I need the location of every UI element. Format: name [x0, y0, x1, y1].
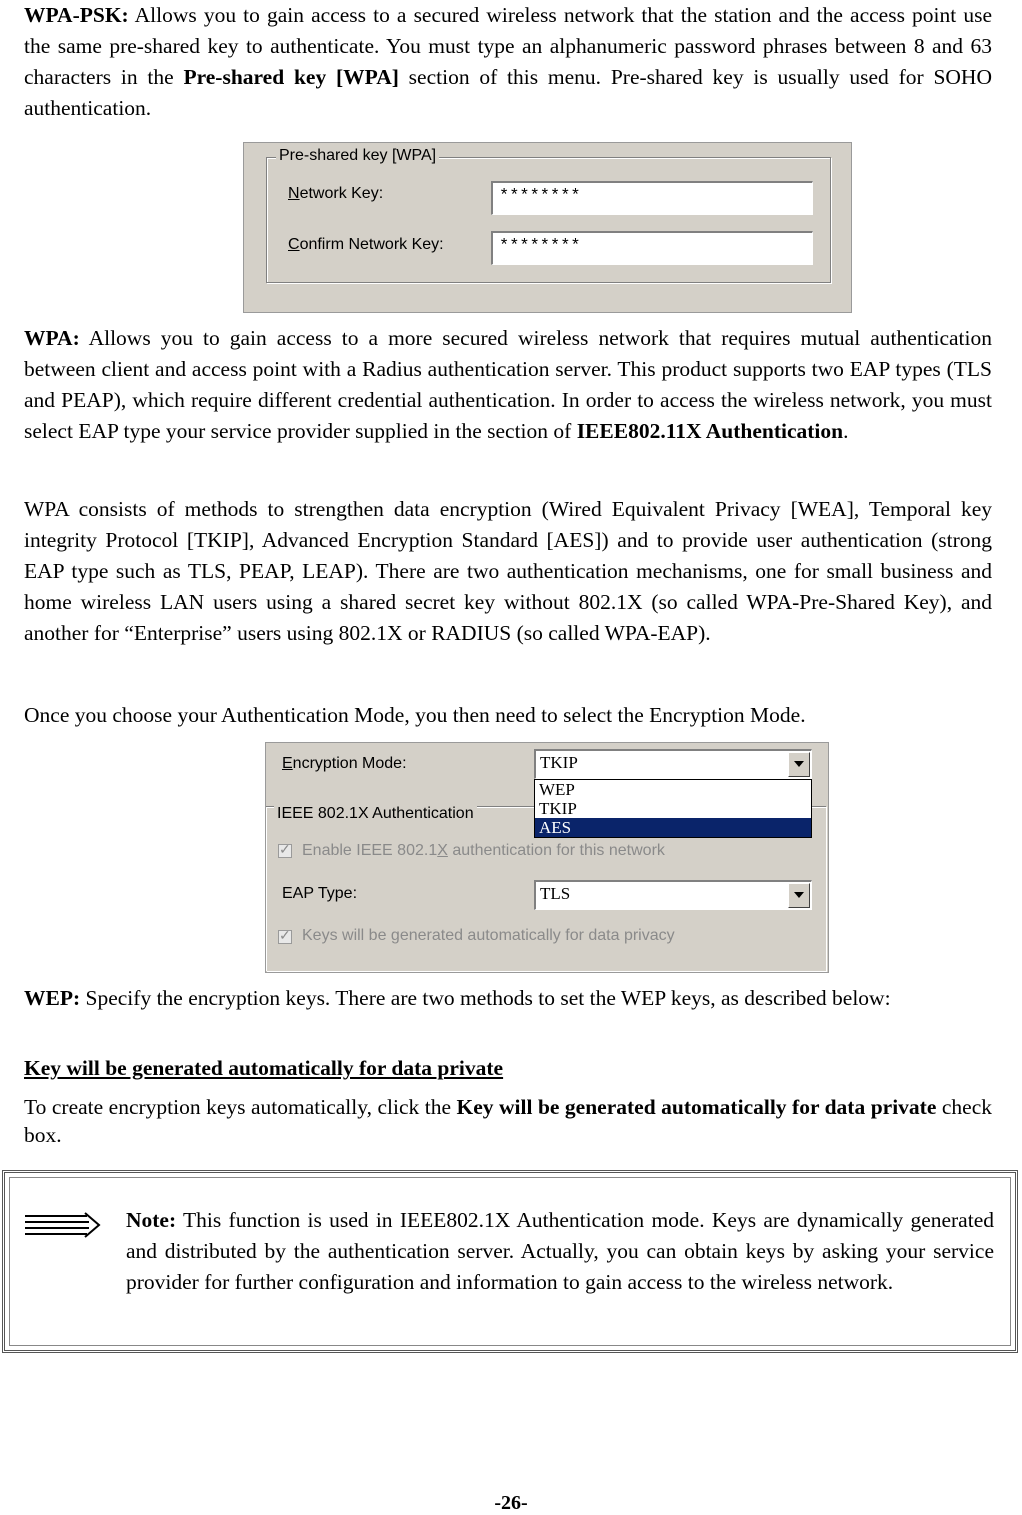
- keys-generated-checkbox[interactable]: [278, 930, 292, 944]
- para-wep-text: Specify the encryption keys. There are two methods to set the WEP keys, as described below:: [80, 986, 891, 1010]
- para-wpa-bold: IEEE802.11X Authentication: [576, 419, 844, 443]
- preshared-key-screenshot: [243, 142, 852, 313]
- encryption-label-rest: ncryption Mode:: [292, 755, 407, 772]
- eap-type-label: EAP Type:: [282, 885, 358, 902]
- para-create-text2: check box.: [24, 1095, 993, 1147]
- para-wpa-text1: Allows you to gain access to a more secured wireless network that requires mutual authentication between client and access point with a Radius authentication server. This product supports two EAP types (TLS and PEAP), which require different credential authentication. In order to access the wireless network, you must select EAP type your service provider supplied in the section of: [24, 326, 992, 443]
- heading-key-generated: Key will be generated automatically for data private: [24, 1056, 504, 1080]
- eap-type-value: TLS: [540, 884, 571, 903]
- para-wpa-psk: [24, 0, 992, 124]
- enable-ieee-checkbox[interactable]: [278, 844, 292, 858]
- para-once-you-choose: Once you choose your Authentication Mode, you then need to select the Encryption Mode.: [24, 703, 806, 727]
- para-wpa: [24, 323, 992, 447]
- para-wep: [24, 984, 992, 1012]
- encryption-mode-screenshot: [265, 742, 829, 973]
- network-key-label-rest: etwork Key:: [299, 185, 384, 202]
- eap-type-select[interactable]: [534, 880, 812, 910]
- confirm-network-key-input[interactable]: ********: [491, 231, 813, 265]
- ieee-auth-group-title: IEEE 802.1X Authentication: [274, 805, 477, 823]
- keys-generated-label: Keys will be generated automatically for data privacy: [302, 927, 675, 944]
- encryption-label-mnemonic: E: [282, 755, 293, 772]
- term-wep: WEP:: [24, 986, 81, 1010]
- para-wpa-psk-bold: Pre-shared key [WPA]: [183, 65, 399, 89]
- term-wpa: WPA:: [24, 326, 80, 350]
- option-wep[interactable]: WEP: [539, 780, 575, 799]
- enable-ieee-label: [302, 842, 665, 860]
- encryption-mode-label: [282, 755, 407, 773]
- note-body: This function is used in IEEE802.1X Authentication mode. Keys are dynamically generated and distributed by the authentication server. Actually, you can obtain keys by asking your service provider for further configuration and information to gain access to the wireless network.: [126, 1208, 994, 1294]
- confirm-key-label-mnemonic: C: [288, 236, 300, 253]
- term-wpa-psk: WPA-PSK:: [24, 3, 129, 27]
- para-wpa-consists: WPA consists of methods to strengthen data encryption (Wired Equivalent Privacy [WEA], Temporal key integrity Protocol [TKIP], Advanced Encryption Standard [AES]) and to provide user authentication (strong EAP type such as TLS, PEAP, LEAP). There are two authentication mechanisms, one for small business and home wireless LAN users using a shared secret key without 802.1X (so called WPA-Pre-Shared Key), and another for “Enterprise” users using 802.1X or RADIUS (so called WPA-EAP).: [24, 497, 992, 645]
- para-create-text1: To create encryption keys automatically, click the: [24, 1095, 457, 1119]
- encryption-mode-select[interactable]: [534, 749, 812, 779]
- note-term: Note:: [126, 1208, 177, 1232]
- note-box: [2, 1170, 1018, 1353]
- para-create-bold: Key will be generated automatically for data private: [456, 1095, 937, 1119]
- encryption-mode-value: TKIP: [540, 753, 578, 772]
- enable-ieee-label-b: authentication for this network: [447, 842, 665, 859]
- para-wpa-psk-text2: section of this menu. Pre-shared key is usually used for SOHO authentication.: [24, 65, 992, 120]
- enable-ieee-label-mnemonic: X: [437, 842, 448, 859]
- network-key-label: [288, 185, 383, 203]
- para-wpa-text2: .: [843, 419, 849, 443]
- note-arrow-icon: [23, 1211, 105, 1241]
- enable-ieee-label-a: Enable IEEE 802.1: [302, 842, 438, 859]
- para-to-create: [24, 1093, 992, 1149]
- chevron-down-icon[interactable]: [788, 883, 810, 908]
- para-wpa-psk-text1: Allows you to gain access to a secured wireless network that the station and the access point use the same pre-shared key to authenticate. You must type an alphanumeric password phrases between 8 and 63 characters in the: [24, 3, 992, 89]
- option-aes[interactable]: AES: [535, 818, 811, 837]
- network-key-input[interactable]: ********: [491, 181, 813, 215]
- confirm-key-label-rest: onfirm Network Key:: [299, 236, 444, 253]
- option-tkip[interactable]: TKIP: [539, 799, 577, 818]
- chevron-down-icon[interactable]: [788, 752, 810, 777]
- confirm-network-key-label: [288, 236, 444, 254]
- network-key-label-mnemonic: N: [288, 185, 300, 202]
- encryption-mode-dropdown-list: [534, 779, 812, 838]
- note-text: [126, 1205, 994, 1298]
- page-number: -26-: [494, 1492, 528, 1514]
- preshared-key-group-title: Pre-shared key [WPA]: [276, 147, 439, 165]
